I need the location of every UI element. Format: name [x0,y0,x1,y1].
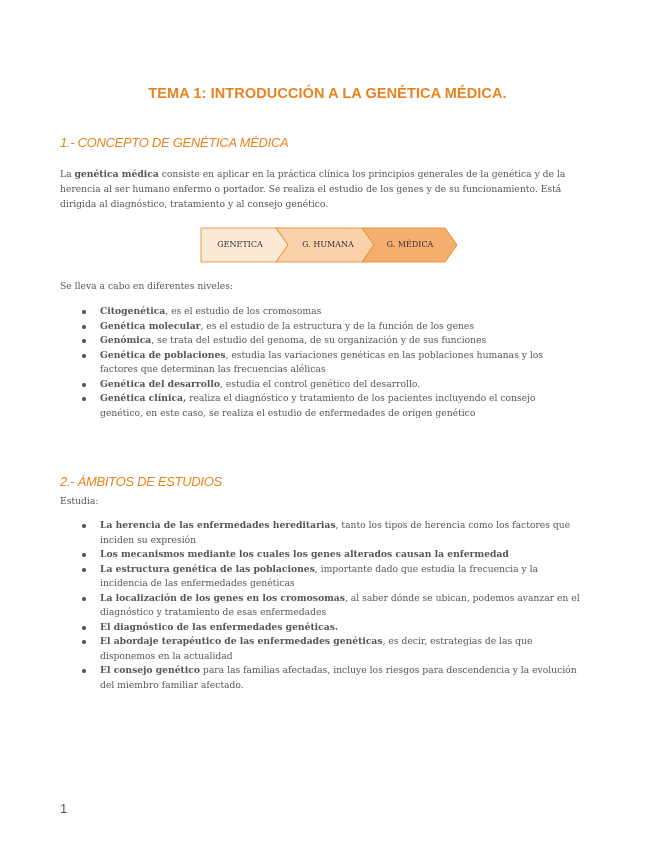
flow-label-1: GENETICA [217,240,263,249]
list-item: Genética de poblaciones, estudia las variaciones genéticas en las poblaciones humanas y los factores que determinan las frecuencias alélicas [80,349,580,378]
list-item: Los mecanismos mediante los cuales los genes alterados causan la enfermedad [80,548,580,563]
scopes-list [80,519,580,693]
bullet-icon [82,354,86,358]
list-item: La herencia de las enfermedades hereditarias, tanto los tipos de herencia como los factores que inciden su expresión [80,519,580,548]
section2-heading: 2.- ÁMBITOS DE ESTUDIOS [60,474,222,489]
list-item: Genética del desarrollo, estudia el control genético del desarrollo. [80,378,580,393]
list-item: La localización de los genes en los cromosomas, al saber dónde se ubican, podemos avanzar en el diagnóstico y tratamiento de esas enfermedades [80,592,580,621]
bullet-icon [82,397,86,401]
bullet-icon [82,568,86,572]
bullet-icon [82,640,86,644]
section1-intro [60,167,600,212]
bullet-icon [82,310,86,314]
bullet-icon [82,626,86,630]
bullet-icon [82,383,86,387]
list-item: El abordaje terapéutico de las enfermedades genéticas, es decir, estrategias de las que disponemos en la actualidad [80,635,580,664]
section2-intro: Estudia: [60,496,99,507]
list-item: Genética molecular, es el estudio de la estructura y de la función de los genes [80,320,580,335]
flow-label-3: G. MÉDICA [386,240,434,249]
bullet-icon [82,669,86,673]
genetics-flow-diagram [200,227,460,263]
levels-list [80,305,580,421]
levels-intro: Se lleva a cabo en diferentes niveles: [60,281,234,292]
list-item: La estructura genética de las poblaciones, importante dado que estudia la frecuencia y la incidencia de las enfermedades genéticas [80,563,580,592]
bullet-icon [82,553,86,557]
list-item: Genética clínica, realiza el diagnóstico y tratamiento de los pacientes incluyendo el consejo genético, en este caso, se realiza el estudio de enfermedades de origen genético [80,392,580,421]
bullet-icon [82,339,86,343]
list-item: El consejo genético para las familias afectadas, incluye los riesgos para descendencia y la evolución del miembro familiar afectado. [80,664,580,693]
section1-heading: 1.- CONCEPTO DE GENÉTICA MÉDICA [60,135,289,150]
list-item: Citogenética, es el estudio de los cromosomas [80,305,580,320]
list-item: Genómica, se trata del estudio del genoma, de su organización y de sus funciones [80,334,580,349]
bullet-icon [82,524,86,528]
page-number: 1 [60,801,68,816]
bullet-icon [82,325,86,329]
intro-pre: La [60,169,75,180]
intro-post: consiste en aplicar en la práctica clínica los principios generales de la genética y de la herencia al ser humano enfermo o portador. Se realiza el estudio de los genes y de su funcionamiento. Está dirigida al diagnóstico, tratamiento y al consejo genético. [60,169,566,210]
intro-bold: genética médica [74,169,159,180]
flow-label-2: G. HUMANA [302,240,354,249]
bullet-icon [82,597,86,601]
document-title: TEMA 1: INTRODUCCIÓN A LA GENÉTICA MÉDICA. [148,86,507,102]
list-item: El diagnóstico de las enfermedades genéticas. [80,621,580,636]
